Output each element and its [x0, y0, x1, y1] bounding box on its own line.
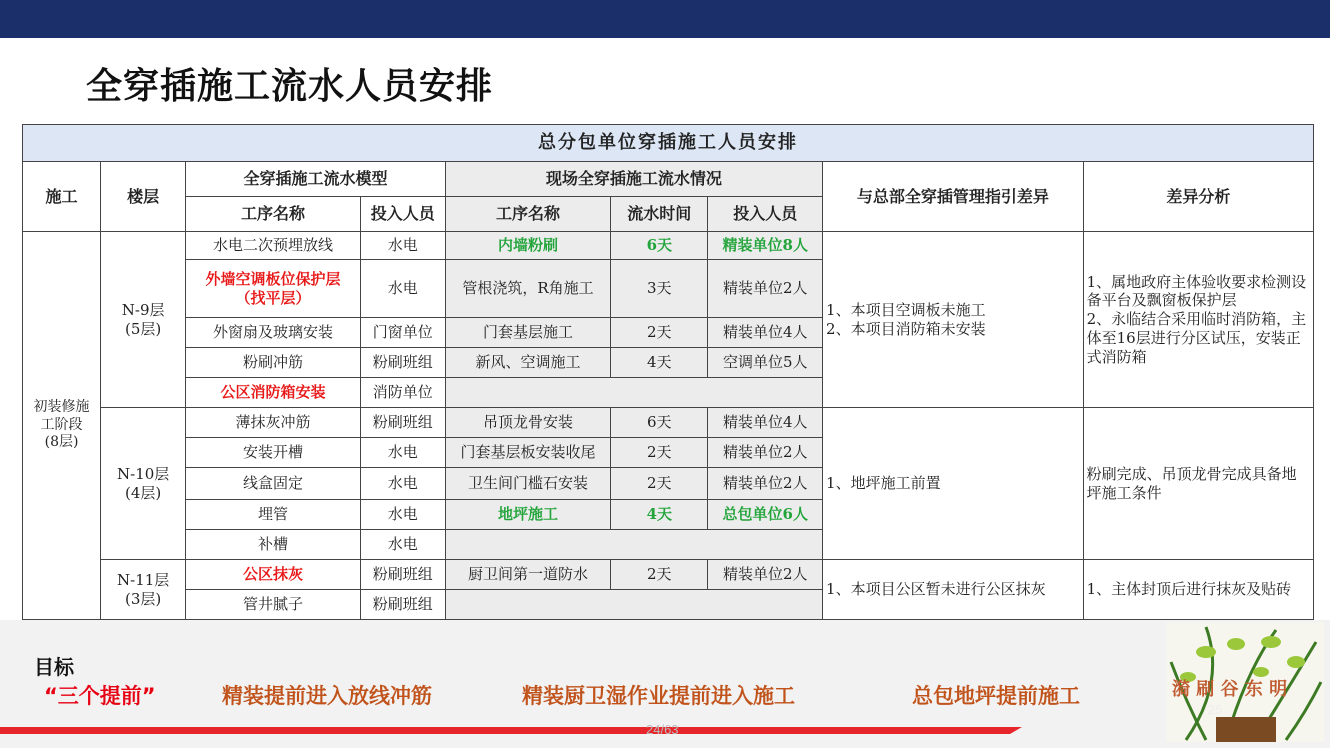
process-name-cell: 粉刷冲筋	[186, 348, 360, 378]
header-row-1	[23, 162, 1314, 197]
flow-time-cell: 2天	[611, 560, 708, 590]
floor-cell: N-10层 (4层)	[101, 408, 186, 560]
header-flow-time: 流水时间	[611, 197, 708, 232]
site-staff-cell: 空调单位5人	[708, 348, 823, 378]
site-process-cell: 卫生间门槛石安装	[445, 468, 610, 500]
page-title: 全穿插施工流水人员安排	[86, 66, 494, 107]
header-proc-name: 工序名称	[186, 197, 360, 232]
site-empty-cell	[445, 378, 822, 408]
staff-cell: 水电	[360, 438, 445, 468]
site-staff-cell: 精装单位8人	[708, 232, 823, 260]
flow-time-cell: 4天	[611, 500, 708, 530]
logo-text: 漪 刷 谷 东 明	[1172, 679, 1288, 700]
analysis-cell: 1、主体封顶后进行抹灰及贴砖	[1083, 560, 1313, 620]
site-staff-cell: 精装单位4人	[708, 408, 823, 438]
process-name-cell: 外墙空调板位保护层 （找平层）	[186, 260, 360, 318]
staff-cell: 消防单位	[360, 378, 445, 408]
site-empty-cell	[445, 530, 822, 560]
flow-time-cell: 6天	[611, 232, 708, 260]
site-process-cell: 新风、空调施工	[445, 348, 610, 378]
footer-red-line-end	[1010, 727, 1022, 734]
site-process-cell: 地坪施工	[445, 500, 610, 530]
process-name-cell: 薄抹灰冲筋	[186, 408, 360, 438]
site-process-cell: 厨卫间第一道防水	[445, 560, 610, 590]
staffing-table	[22, 124, 1314, 620]
process-name-cell: 埋管	[186, 500, 360, 530]
site-empty-cell	[445, 590, 822, 620]
site-staff-cell: 精装单位2人	[708, 260, 823, 318]
header-site-group: 现场全穿插施工流水情况	[445, 162, 822, 197]
goal-item-2: 精装提前进入放线冲筋	[222, 684, 432, 708]
diff-guide-cell: 1、地坪施工前置	[823, 408, 1084, 560]
staff-cell: 水电	[360, 232, 445, 260]
table-row	[23, 408, 1314, 438]
staff-cell: 水电	[360, 530, 445, 560]
flow-time-cell: 3天	[611, 260, 708, 318]
table-caption-row	[23, 125, 1314, 162]
site-staff-cell: 精装单位2人	[708, 560, 823, 590]
top-banner	[0, 0, 1330, 38]
flow-time-cell: 2天	[611, 318, 708, 348]
header-site-staff: 投入人员	[708, 197, 823, 232]
site-staff-cell: 精装单位2人	[708, 468, 823, 500]
process-name-cell: 公区抹灰	[186, 560, 360, 590]
site-process-cell: 门套基层施工	[445, 318, 610, 348]
staff-cell: 粉刷班组	[360, 590, 445, 620]
staff-cell: 水电	[360, 260, 445, 318]
header-model-group: 全穿插施工流水模型	[186, 162, 446, 197]
header-floor: 楼层	[101, 162, 186, 232]
site-process-cell: 门套基层板安装收尾	[445, 438, 610, 468]
staff-cell: 粉刷班组	[360, 560, 445, 590]
process-name-cell: 公区消防箱安装	[186, 378, 360, 408]
process-name-cell: 管井腻子	[186, 590, 360, 620]
flow-time-cell: 4天	[611, 348, 708, 378]
staffing-table-container	[22, 124, 1314, 618]
process-name-cell: 安装开槽	[186, 438, 360, 468]
stage-cell: 初装修施 工阶段 (8层)	[23, 232, 101, 620]
header-analysis: 差异分析	[1083, 162, 1313, 232]
flow-time-cell: 6天	[611, 408, 708, 438]
process-name-cell: 补槽	[186, 530, 360, 560]
flow-time-cell: 2天	[611, 468, 708, 500]
site-staff-cell: 总包单位6人	[708, 500, 823, 530]
page-number: 24/63	[646, 722, 679, 737]
header-diff-guide: 与总部全穿插管理指引差异	[823, 162, 1084, 232]
table-row	[23, 560, 1314, 590]
analysis-cell: 1、属地政府主体验收要求检测设备平台及飘窗板保护层 2、永临结合采用临时消防箱，主体至16层进行分区试压，安装正式消防箱	[1083, 232, 1313, 408]
staff-cell: 粉刷班组	[360, 408, 445, 438]
logo-number: 25	[1208, 702, 1223, 717]
process-name-cell: 外窗扇及玻璃安装	[186, 318, 360, 348]
table-body	[23, 232, 1314, 620]
site-process-cell: 内墙粉刷	[445, 232, 610, 260]
header-site-proc: 工序名称	[445, 197, 610, 232]
staff-cell: 水电	[360, 500, 445, 530]
header-stage: 施工	[23, 162, 101, 232]
staff-cell: 粉刷班组	[360, 348, 445, 378]
process-name-cell: 水电二次预埋放线	[186, 232, 360, 260]
site-process-cell: 管根浇筑，R角施工	[445, 260, 610, 318]
site-process-cell: 吊顶龙骨安装	[445, 408, 610, 438]
goal-label: 目标	[34, 655, 74, 679]
analysis-cell: 粉刷完成、吊顶龙骨完成具备地坪施工条件	[1083, 408, 1313, 560]
goal-item-4: 总包地坪提前施工	[912, 684, 1080, 708]
site-staff-cell: 精装单位4人	[708, 318, 823, 348]
goal-item-3: 精装厨卫湿作业提前进入施工	[522, 684, 795, 708]
footer-red-line	[0, 727, 1010, 734]
table-row	[23, 232, 1314, 260]
diff-guide-cell: 1、本项目空调板未施工 2、本项目消防箱未安装	[823, 232, 1084, 408]
table-caption: 总分包单位穿插施工人员安排	[23, 125, 1314, 162]
flow-time-cell: 2天	[611, 438, 708, 468]
floor-cell: N-11层 (3层)	[101, 560, 186, 620]
header-staff: 投入人员	[360, 197, 445, 232]
goal-item-1: “三个提前”	[44, 684, 156, 708]
diff-guide-cell: 1、本项目公区暂未进行公区抹灰	[823, 560, 1084, 620]
staff-cell: 门窗单位	[360, 318, 445, 348]
process-name-cell: 线盒固定	[186, 468, 360, 500]
floor-cell: N-9层 (5层)	[101, 232, 186, 408]
site-staff-cell: 精装单位2人	[708, 438, 823, 468]
staff-cell: 水电	[360, 468, 445, 500]
